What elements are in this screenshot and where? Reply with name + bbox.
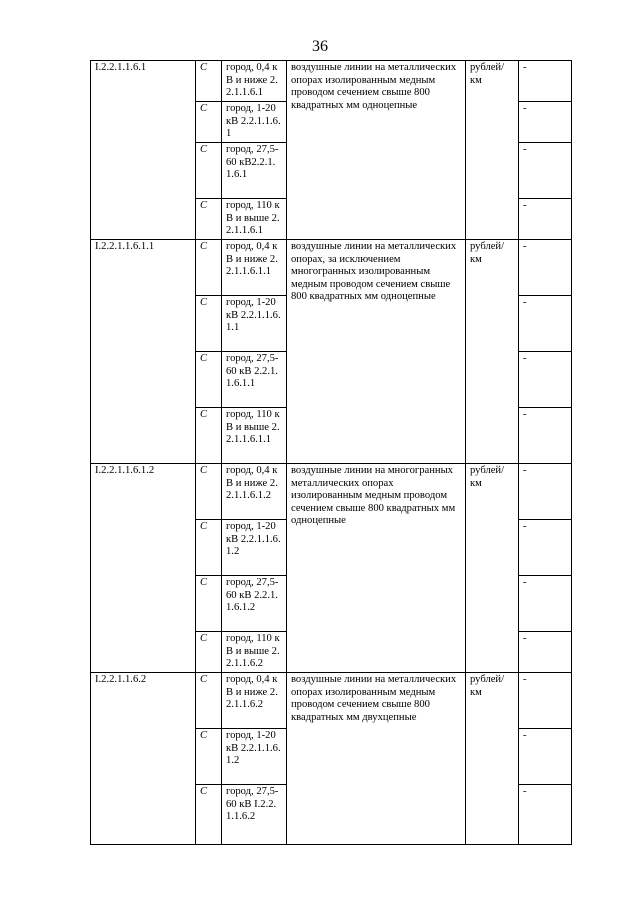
class-letter-cell: С: [196, 673, 222, 729]
voltage-level-cell: город, 0,4 кВ и ниже 2.2.1.1.6.1.1: [222, 240, 287, 296]
class-letter-cell: С: [196, 296, 222, 352]
value-cell: -: [519, 729, 572, 785]
value-cell: -: [519, 673, 572, 729]
voltage-level-cell: город, 110 кВ и выше 2.2.1.1.6.1: [222, 199, 287, 240]
class-letter-cell: С: [196, 576, 222, 632]
table-row: [91, 673, 572, 729]
class-letter-cell: С: [196, 199, 222, 240]
value-cell: -: [519, 464, 572, 520]
class-letter-cell: С: [196, 240, 222, 296]
class-letter-cell: С: [196, 408, 222, 464]
value-cell: -: [519, 240, 572, 296]
voltage-level-cell: город, 0,4 кВ и ниже 2.2.1.1.6.1.2: [222, 464, 287, 520]
class-letter-cell: С: [196, 464, 222, 520]
voltage-level-cell: город, 1-20 кВ 2.2.1.1.6.1.2: [222, 520, 287, 576]
voltage-level-cell: город, 27,5-60 кВ 2.2.1.1.6.1.1: [222, 352, 287, 408]
description-cell: воздушные линии на металлических опорах изолированным медным проводом сечением свыше 800 квадратных мм двухцепные: [287, 673, 466, 845]
class-letter-cell: С: [196, 61, 222, 102]
table-row: [91, 464, 572, 520]
page-number: 36: [312, 38, 328, 55]
unit-cell: рублей/ км: [466, 673, 519, 845]
unit-cell: рублей/ км: [466, 240, 519, 464]
description-cell: воздушные линии на металлических опорах, за исключением многогранных изолированным медным проводом сечением свыше 800 квадратных мм одноцепные: [287, 240, 466, 464]
row-code-cell: I.2.2.1.1.6.1: [91, 61, 196, 240]
value-cell: -: [519, 576, 572, 632]
unit-cell: рублей/ км: [466, 464, 519, 673]
tariff-table: [90, 60, 572, 845]
row-code-cell: I.2.2.1.1.6.1.2: [91, 464, 196, 673]
voltage-level-cell: город, 1-20 кВ 2.2.1.1.6.1: [222, 102, 287, 143]
voltage-level-cell: город, 27,5-60 кВ 2.2.1.1.6.1.2: [222, 576, 287, 632]
unit-cell: рублей/ км: [466, 61, 519, 240]
class-letter-cell: С: [196, 102, 222, 143]
value-cell: -: [519, 408, 572, 464]
voltage-level-cell: город, 1-20 кВ 2.2.1.1.6.1.1: [222, 296, 287, 352]
value-cell: -: [519, 785, 572, 845]
class-letter-cell: С: [196, 143, 222, 199]
value-cell: -: [519, 61, 572, 102]
value-cell: -: [519, 296, 572, 352]
value-cell: -: [519, 352, 572, 408]
class-letter-cell: С: [196, 785, 222, 845]
voltage-level-cell: город, 110 кВ и выше 2.2.1.1.6.1.1: [222, 408, 287, 464]
row-code-cell: I.2.2.1.1.6.1.1: [91, 240, 196, 464]
class-letter-cell: С: [196, 729, 222, 785]
value-cell: -: [519, 102, 572, 143]
voltage-level-cell: город, 27,5-60 кВ I.2.2.1.1.6.2: [222, 785, 287, 845]
value-cell: -: [519, 143, 572, 199]
value-cell: -: [519, 632, 572, 673]
table-row: [91, 240, 572, 296]
voltage-level-cell: город, 27,5-60 кВ2.2.1.1.6.1: [222, 143, 287, 199]
voltage-level-cell: город, 0,4 кВ и ниже 2.2.1.1.6.2: [222, 673, 287, 729]
class-letter-cell: С: [196, 352, 222, 408]
value-cell: -: [519, 199, 572, 240]
voltage-level-cell: город, 110 кВ и выше 2.2.1.1.6.2: [222, 632, 287, 673]
value-cell: -: [519, 520, 572, 576]
row-code-cell: I.2.2.1.1.6.2: [91, 673, 196, 845]
voltage-level-cell: город, 0,4 кВ и ниже 2.2.1.1.6.1: [222, 61, 287, 102]
voltage-level-cell: город, 1-20 кВ 2.2.1.1.6.1.2: [222, 729, 287, 785]
class-letter-cell: С: [196, 632, 222, 673]
table-row: [91, 61, 572, 102]
description-cell: воздушные линии на многогранных металлических опорах изолированным медным проводом сечением свыше 800 квадратных мм одноцепные: [287, 464, 466, 673]
tariff-table-body: [91, 61, 572, 845]
class-letter-cell: С: [196, 520, 222, 576]
description-cell: воздушные линии на металлических опорах изолированным медным проводом сечением свыше 800 квадратных мм одноцепные: [287, 61, 466, 240]
